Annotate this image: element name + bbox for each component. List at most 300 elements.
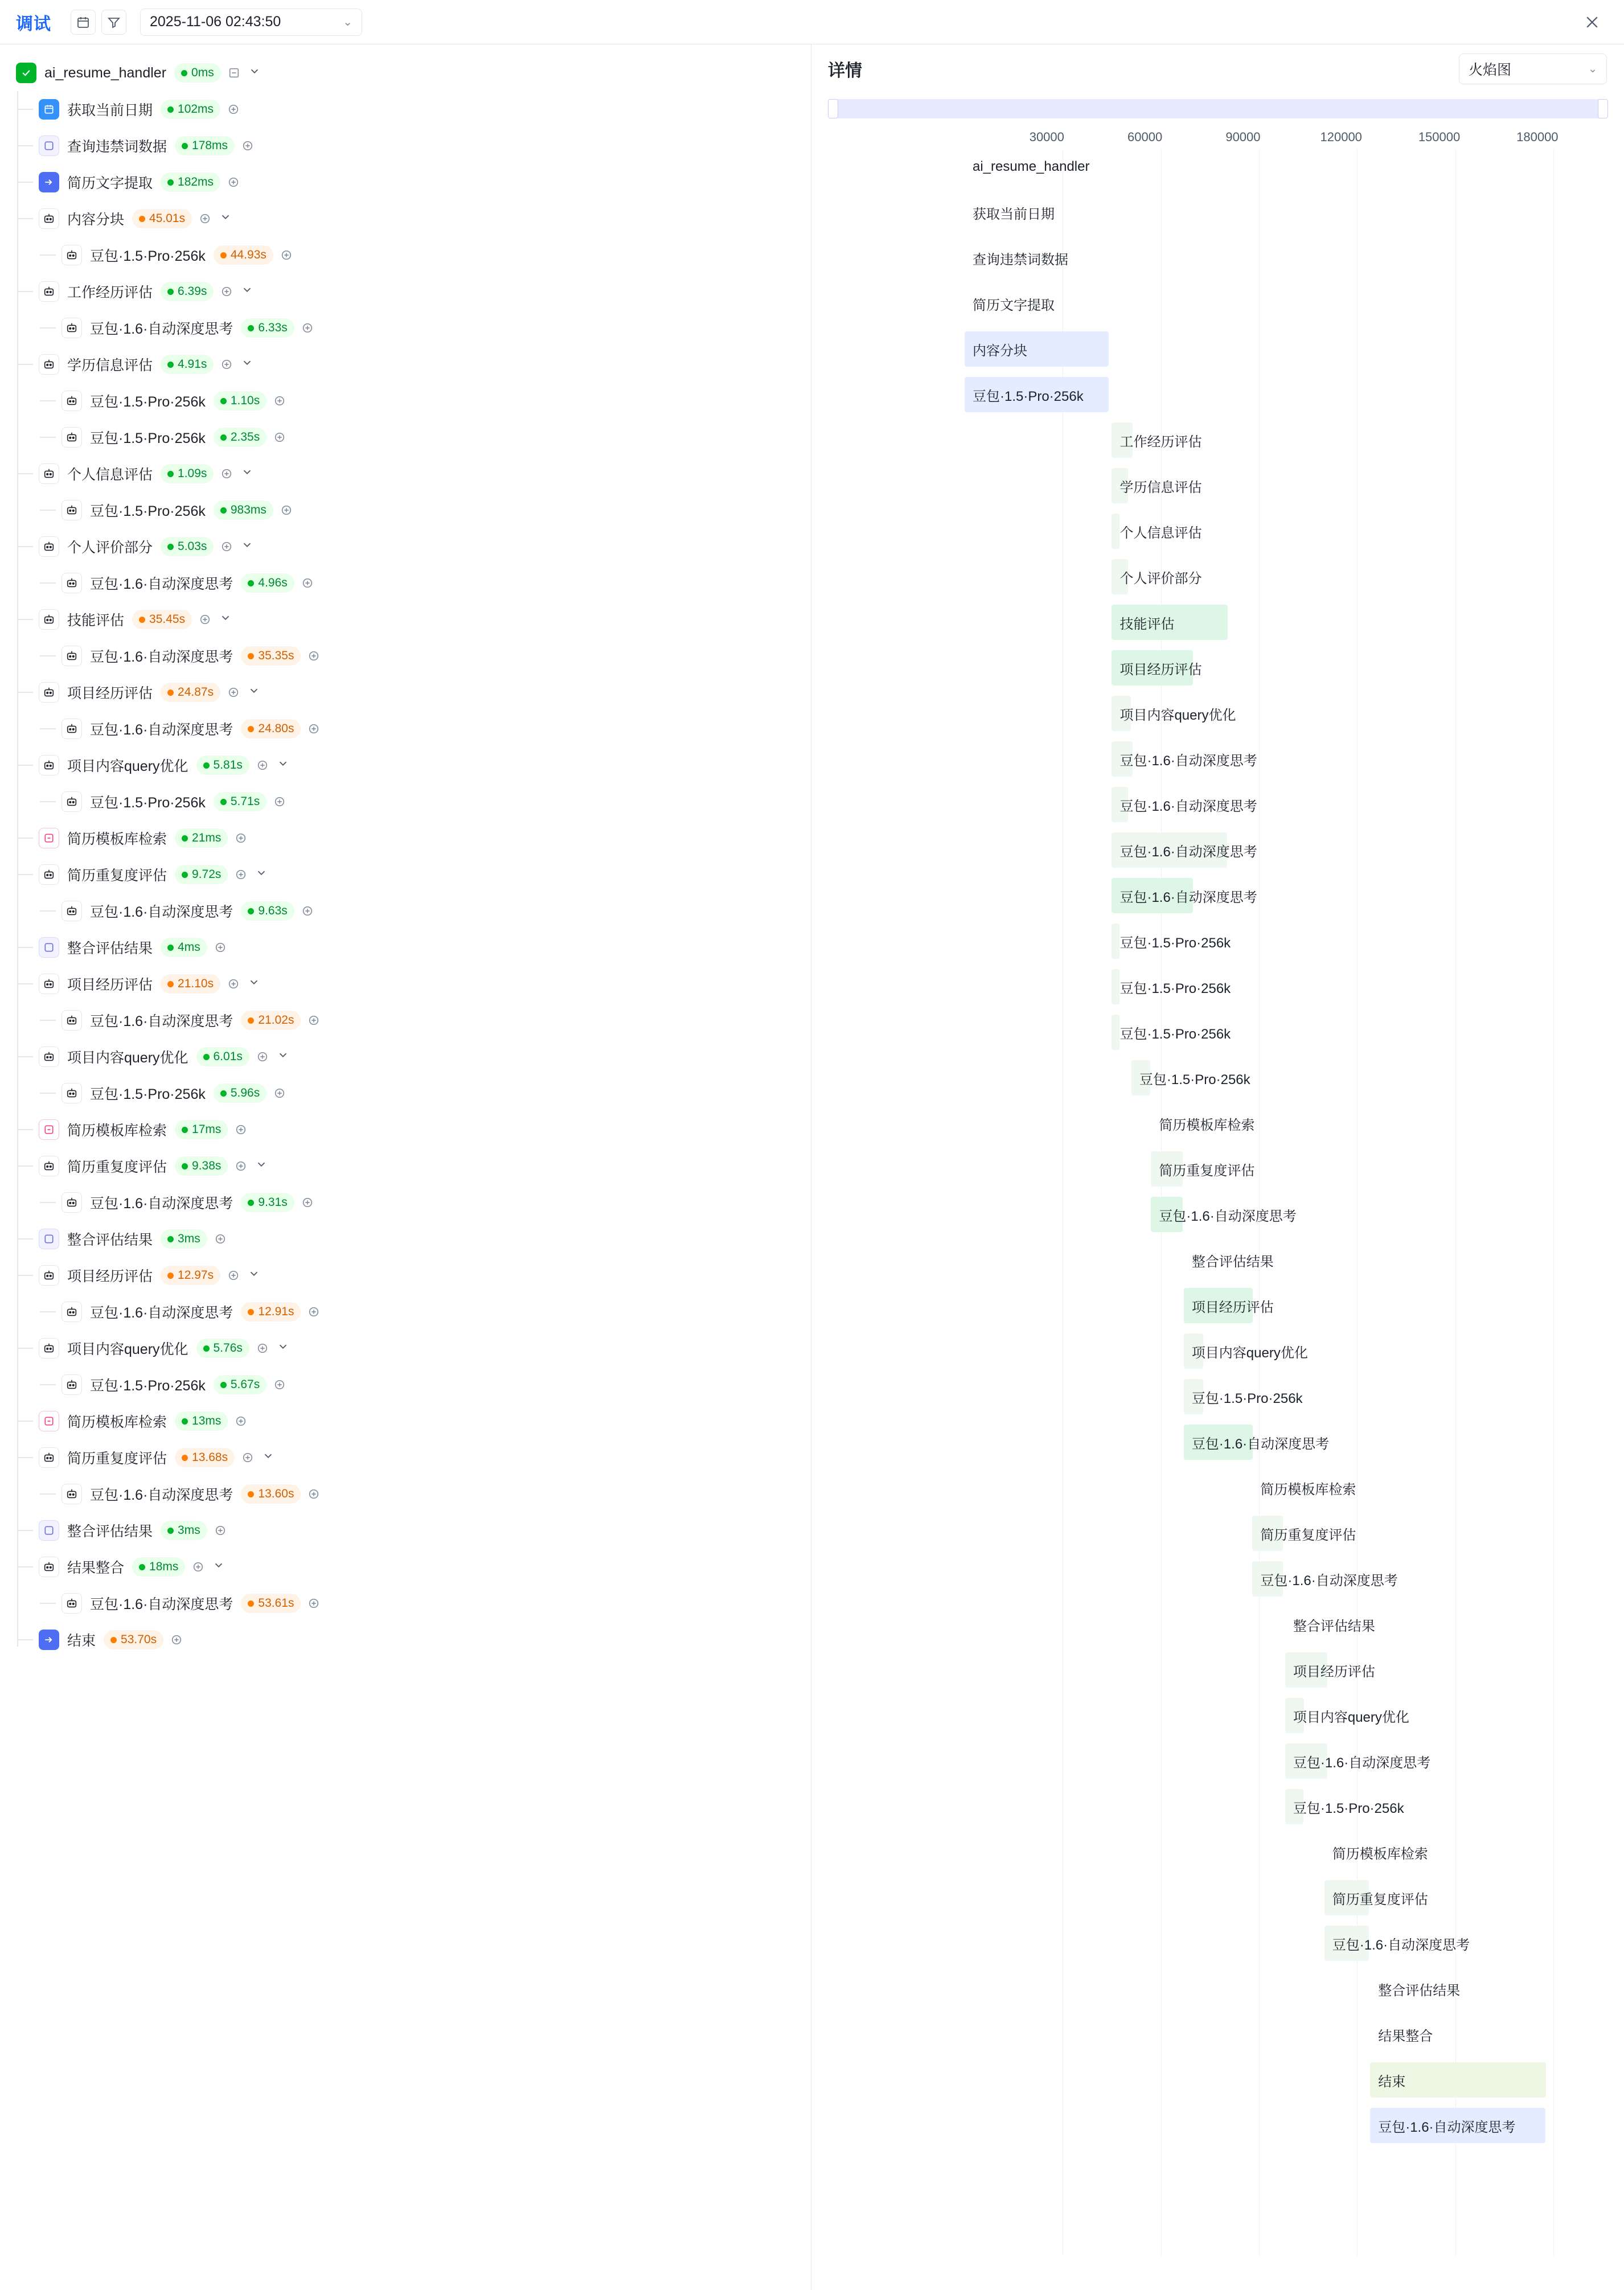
status-dot xyxy=(167,106,174,113)
span-tree-panel[interactable] xyxy=(0,44,811,2290)
flame-bar-label: 个人信息评估 xyxy=(1119,525,1202,541)
tree-node[interactable] xyxy=(0,893,811,929)
tree-node-label: 豆包·1.6·自动深度思考 xyxy=(90,1305,233,1321)
tree-node[interactable] xyxy=(0,747,811,783)
status-dot xyxy=(182,872,188,878)
duration-badge: 17ms xyxy=(175,1120,228,1139)
tree-node[interactable] xyxy=(0,310,811,346)
tree-guide xyxy=(40,910,56,912)
add-icon[interactable] xyxy=(280,249,293,261)
tree-node-label: 查询违禁词数据 xyxy=(67,139,167,155)
tree-guide xyxy=(17,1530,33,1531)
tree-node[interactable] xyxy=(0,601,811,638)
node-type-icon xyxy=(61,573,82,593)
tree-node-label: 项目经历评估 xyxy=(67,1269,153,1284)
flame-bar[interactable] xyxy=(1151,1151,1255,1187)
tree-node[interactable] xyxy=(0,1585,811,1622)
flame-bar-label: 简历文字提取 xyxy=(973,297,1055,313)
add-icon[interactable] xyxy=(227,1269,240,1282)
tree-node[interactable] xyxy=(0,1330,811,1366)
status-dot xyxy=(182,1455,188,1461)
flame-bar-label: 工作经历评估 xyxy=(1119,434,1202,450)
duration-badge: 1.09s xyxy=(161,464,214,483)
tree-node[interactable] xyxy=(0,346,811,383)
status-dot xyxy=(220,1382,227,1388)
add-icon[interactable] xyxy=(307,1488,320,1500)
flame-bar[interactable] xyxy=(965,377,1109,412)
duration-badge: 35.45s xyxy=(132,610,192,629)
tree-guide xyxy=(17,218,33,219)
tree-node-label: 豆包·1.6·自动深度思考 xyxy=(90,1487,233,1503)
duration-badge: 21.10s xyxy=(161,974,220,994)
flame-bar[interactable] xyxy=(1112,514,1202,549)
add-icon[interactable] xyxy=(235,1123,247,1136)
tree-node[interactable] xyxy=(0,528,811,565)
flame-bar-label: 个人评价部分 xyxy=(1119,571,1202,586)
chevron-down-icon[interactable] xyxy=(262,1450,274,1466)
add-icon[interactable] xyxy=(307,1597,320,1610)
add-icon[interactable] xyxy=(192,1561,204,1573)
add-icon[interactable] xyxy=(170,1634,183,1646)
tree-guide xyxy=(17,364,33,365)
flame-bar[interactable] xyxy=(1285,1789,1404,1824)
node-type-icon xyxy=(61,791,82,812)
add-icon[interactable] xyxy=(273,431,286,444)
flame-bar-label: 整合评估结果 xyxy=(1378,1983,1461,1998)
flame-bar[interactable] xyxy=(1184,1242,1274,1278)
duration-badge: 45.01s xyxy=(132,209,192,228)
node-type-icon xyxy=(39,354,59,375)
add-icon[interactable] xyxy=(307,1014,320,1027)
flame-bar[interactable] xyxy=(1184,1379,1303,1414)
duration-badge: 6.39s xyxy=(161,282,214,301)
close-icon[interactable] xyxy=(1580,10,1605,35)
tree-node-label: ai_resume_handler xyxy=(44,64,167,81)
tree-node[interactable] xyxy=(0,1002,811,1039)
flame-bar[interactable] xyxy=(1112,422,1202,458)
add-icon[interactable] xyxy=(199,212,211,225)
flame-bar[interactable] xyxy=(1285,1698,1409,1733)
tree-node[interactable] xyxy=(0,492,811,528)
chevron-down-icon[interactable] xyxy=(241,466,253,482)
add-icon[interactable] xyxy=(214,941,227,954)
flame-bar[interactable] xyxy=(1252,1516,1356,1551)
chevron-down-icon[interactable] xyxy=(219,612,232,627)
node-type-icon xyxy=(39,1338,59,1359)
tree-node[interactable] xyxy=(0,1148,811,1184)
flame-bar[interactable] xyxy=(1370,2108,1545,2143)
tree-node-label: 简历模板库检索 xyxy=(67,1414,167,1430)
node-type-icon xyxy=(61,719,82,739)
tree-node-label: 项目内容query优化 xyxy=(67,1050,188,1066)
duration-badge: 102ms xyxy=(161,100,220,119)
node-type-icon xyxy=(61,245,82,265)
duration-badge: 4.96s xyxy=(241,573,294,593)
node-type-icon xyxy=(39,99,59,120)
duration-badge: 4.91s xyxy=(161,355,214,374)
flame-bar[interactable] xyxy=(1324,1880,1428,1915)
tree-guide xyxy=(40,1493,56,1495)
add-icon[interactable] xyxy=(235,832,247,844)
flame-bar[interactable] xyxy=(1112,741,1257,777)
flame-bar[interactable] xyxy=(1112,832,1257,868)
chevron-down-icon[interactable] xyxy=(248,65,261,81)
duration-badge: 3ms xyxy=(161,1229,207,1249)
add-icon[interactable] xyxy=(241,1451,254,1464)
flame-bar[interactable] xyxy=(1370,1971,1461,2006)
node-type-icon xyxy=(39,1046,59,1067)
duration-badge: 5.76s xyxy=(196,1339,249,1358)
duration-badge: 13ms xyxy=(175,1411,228,1431)
status-dot xyxy=(220,1090,227,1097)
tree-guide xyxy=(40,1020,56,1021)
flame-bar[interactable] xyxy=(1112,696,1236,731)
tree-node[interactable] xyxy=(0,1622,811,1658)
tree-node[interactable] xyxy=(0,1549,811,1585)
flame-bar[interactable] xyxy=(965,149,1090,184)
node-type-icon xyxy=(39,937,59,958)
flame-bar[interactable] xyxy=(1324,1835,1428,1870)
tree-node[interactable] xyxy=(0,820,811,856)
add-icon[interactable] xyxy=(220,467,233,480)
flame-bar[interactable] xyxy=(1370,2062,1545,2098)
flame-bar[interactable] xyxy=(1112,605,1228,640)
tree-node[interactable] xyxy=(0,1257,811,1294)
tree-node-label: 技能评估 xyxy=(67,613,125,629)
tree-node-label: 豆包·1.6·自动深度思考 xyxy=(90,904,233,920)
add-icon[interactable] xyxy=(235,1415,247,1427)
add-icon[interactable] xyxy=(256,1050,269,1063)
tree-node-label: 工作经历评估 xyxy=(67,285,153,301)
flame-bar-label: ai_resume_handler xyxy=(973,159,1090,174)
duration-badge: 4ms xyxy=(161,938,207,957)
tree-guide xyxy=(17,1056,33,1057)
tree-node[interactable] xyxy=(0,200,811,237)
flame-bar[interactable] xyxy=(1112,924,1231,959)
status-dot xyxy=(182,1163,188,1169)
tree-node[interactable] xyxy=(0,1184,811,1221)
flame-bar[interactable] xyxy=(965,331,1109,367)
add-icon[interactable] xyxy=(273,795,286,808)
axis-tick: 30000 xyxy=(1029,130,1064,144)
tree-node[interactable] xyxy=(0,273,811,310)
add-icon[interactable] xyxy=(280,504,293,516)
duration-badge: 178ms xyxy=(175,136,235,155)
flame-bar[interactable] xyxy=(1285,1607,1375,1642)
flame-bar[interactable] xyxy=(1112,468,1202,503)
tree-node[interactable] xyxy=(0,1439,811,1476)
add-icon[interactable] xyxy=(256,759,269,771)
status-dot xyxy=(167,179,174,186)
tree-node[interactable] xyxy=(0,1075,811,1111)
node-type-icon xyxy=(39,1630,59,1650)
tree-node-label: 豆包·1.5·Pro·256k xyxy=(90,503,206,519)
add-icon[interactable] xyxy=(227,103,240,116)
node-type-icon xyxy=(39,172,59,192)
flame-bar[interactable] xyxy=(1252,1470,1356,1505)
status-dot xyxy=(220,252,227,258)
time-range-slider[interactable] xyxy=(828,99,1608,118)
time-range-slider-wrap[interactable] xyxy=(812,93,1624,118)
tree-guide xyxy=(17,1129,33,1130)
chevron-down-icon[interactable] xyxy=(255,1158,268,1174)
chevron-down-icon[interactable] xyxy=(241,539,253,555)
flame-bar-label: 简历重复度评估 xyxy=(1332,1891,1428,1907)
status-dot xyxy=(220,434,227,441)
chevron-down-icon[interactable] xyxy=(277,1049,289,1065)
tree-node[interactable] xyxy=(0,1512,811,1549)
tree-guide xyxy=(17,1238,33,1240)
node-type-icon xyxy=(61,1302,82,1322)
node-type-icon xyxy=(39,1265,59,1286)
flame-bar[interactable] xyxy=(1285,1743,1431,1779)
flame-bar-label: 结束 xyxy=(1378,2074,1406,2090)
grid-line xyxy=(1553,149,1554,2256)
duration-badge: 1.10s xyxy=(214,391,266,411)
grid-line xyxy=(1259,149,1260,2256)
add-icon[interactable] xyxy=(227,686,240,699)
tree-node[interactable] xyxy=(0,638,811,674)
flame-bar-label: 内容分块 xyxy=(973,343,1027,359)
status-dot xyxy=(248,580,254,586)
tree-node[interactable] xyxy=(0,419,811,455)
tree-node[interactable] xyxy=(0,966,811,1002)
flame-bar-label: 豆包·1.6·自动深度思考 xyxy=(1119,889,1257,905)
tree-node[interactable] xyxy=(0,164,811,200)
add-icon[interactable] xyxy=(241,139,254,152)
flame-bar[interactable] xyxy=(1112,1015,1231,1050)
duration-badge: 3ms xyxy=(161,1521,207,1540)
node-type-icon xyxy=(39,1229,59,1249)
tree-guide xyxy=(17,546,33,547)
chevron-down-icon[interactable] xyxy=(212,1559,225,1575)
chevron-down-icon[interactable] xyxy=(255,867,268,883)
duration-badge: 2.35s xyxy=(214,428,266,447)
chevron-down-icon[interactable] xyxy=(241,356,253,372)
tree-node[interactable] xyxy=(0,711,811,747)
duration-badge: 18ms xyxy=(132,1557,185,1577)
tree-node[interactable] xyxy=(0,237,811,273)
filter-icon[interactable] xyxy=(101,10,126,35)
status-dot xyxy=(167,471,174,477)
tree-node[interactable] xyxy=(0,91,811,128)
tree-node[interactable] xyxy=(0,1403,811,1439)
flame-bar[interactable] xyxy=(965,195,1055,230)
flame-bar-label: 项目内容query优化 xyxy=(1293,1709,1409,1725)
flame-bar-label: 豆包·1.5·Pro·256k xyxy=(1119,1026,1231,1042)
status-dot xyxy=(248,1309,254,1315)
tree-guide xyxy=(40,327,56,329)
duration-badge: 9.63s xyxy=(241,901,294,921)
chevron-down-icon[interactable] xyxy=(248,684,260,700)
node-type-icon xyxy=(61,1374,82,1395)
tree-guide xyxy=(40,1603,56,1604)
tree-node[interactable] xyxy=(0,1476,811,1512)
duration-badge: 35.35s xyxy=(241,646,301,666)
tree-node[interactable] xyxy=(0,929,811,966)
node-type-icon xyxy=(39,755,59,775)
add-icon[interactable] xyxy=(307,723,320,735)
status-dot xyxy=(248,908,254,914)
add-icon[interactable] xyxy=(273,1087,286,1099)
add-icon[interactable] xyxy=(235,1160,247,1172)
tree-node[interactable] xyxy=(0,565,811,601)
add-icon[interactable] xyxy=(307,650,320,662)
duration-badge: 53.61s xyxy=(241,1594,301,1613)
add-icon[interactable] xyxy=(301,1196,314,1209)
tree-node-label: 结束 xyxy=(67,1633,96,1649)
status-dot xyxy=(167,981,174,987)
chevron-down-icon[interactable] xyxy=(219,211,232,227)
tree-node-label: 豆包·1.5·Pro·256k xyxy=(90,1086,206,1102)
duration-badge: 13.68s xyxy=(175,1448,235,1467)
add-icon[interactable] xyxy=(220,285,233,298)
add-icon[interactable] xyxy=(214,1524,227,1537)
axis-tick: 150000 xyxy=(1418,130,1461,144)
tree-node-label: 整合评估结果 xyxy=(67,1524,153,1540)
tree-guide xyxy=(17,874,33,875)
chevron-down-icon[interactable] xyxy=(241,284,253,299)
add-icon[interactable] xyxy=(235,868,247,881)
add-icon[interactable] xyxy=(307,1306,320,1318)
flame-bar[interactable] xyxy=(1112,650,1202,686)
flame-bar-label: 查询违禁词数据 xyxy=(973,252,1068,268)
tree-node-label: 豆包·1.6·自动深度思考 xyxy=(90,1597,233,1612)
tree-guide xyxy=(40,801,56,802)
node-type-icon xyxy=(39,1411,59,1431)
add-icon[interactable] xyxy=(273,1378,286,1391)
add-icon[interactable] xyxy=(214,1233,227,1245)
tree-node-label: 项目经历评估 xyxy=(67,977,153,993)
tree-node[interactable] xyxy=(0,128,811,164)
slider-handle-right[interactable] xyxy=(1598,99,1608,118)
flame-bar-label: 技能评估 xyxy=(1119,616,1175,632)
flame-bar[interactable] xyxy=(1370,2017,1433,2052)
status-dot xyxy=(139,1564,145,1570)
flame-bar[interactable] xyxy=(965,240,1068,276)
node-type-icon xyxy=(61,318,82,338)
add-icon[interactable] xyxy=(301,905,314,917)
flame-bar[interactable] xyxy=(1252,1561,1398,1597)
tree-node[interactable] xyxy=(0,1039,811,1075)
datetime-picker[interactable] xyxy=(140,9,362,36)
chevron-down-icon[interactable] xyxy=(277,1340,289,1356)
box-icon[interactable] xyxy=(228,67,240,79)
tree-node[interactable] xyxy=(0,1221,811,1257)
flame-bar-label: 豆包·1.6·自动深度思考 xyxy=(1119,844,1257,860)
flame-bar[interactable] xyxy=(1131,1060,1250,1095)
tree-node[interactable] xyxy=(0,1366,811,1403)
tree-node[interactable] xyxy=(0,783,811,820)
flame-bar[interactable] xyxy=(1184,1425,1330,1460)
flame-bar-label: 豆包·1.5·Pro·256k xyxy=(1293,1800,1404,1816)
status-dot xyxy=(182,143,188,149)
tree-guide xyxy=(17,1348,33,1349)
status-dot xyxy=(167,1528,174,1534)
flame-bar-label: 豆包·1.5·Pro·256k xyxy=(1139,1072,1250,1087)
tree-node-root[interactable] xyxy=(0,55,811,91)
tree-node-label: 项目经历评估 xyxy=(67,686,153,701)
status-dot xyxy=(248,1491,254,1497)
flame-bar-label: 获取当前日期 xyxy=(973,206,1055,222)
flame-bar-label: 项目经历评估 xyxy=(1119,662,1202,678)
flame-bar[interactable] xyxy=(1184,1333,1308,1369)
tree-node-label: 豆包·1.6·自动深度思考 xyxy=(90,649,233,665)
flame-bar[interactable] xyxy=(1151,1106,1255,1141)
tree-node-label: 个人评价部分 xyxy=(67,540,153,556)
status-dot xyxy=(167,289,174,295)
status-dot xyxy=(220,507,227,514)
tree-guide xyxy=(17,291,33,292)
tree-guide xyxy=(17,765,33,766)
node-type-icon xyxy=(39,1447,59,1468)
tree-node[interactable] xyxy=(0,1111,811,1148)
add-icon[interactable] xyxy=(227,176,240,188)
flame-bar[interactable] xyxy=(1112,969,1231,1004)
node-type-icon xyxy=(39,208,59,229)
flame-bar-label: 豆包·1.6·自动深度思考 xyxy=(1260,1573,1398,1589)
flame-bar[interactable] xyxy=(1112,559,1202,594)
flame-bar-label: 豆包·1.6·自动深度思考 xyxy=(1332,1937,1470,1953)
flame-chart[interactable] xyxy=(828,149,1608,2256)
flame-bar[interactable] xyxy=(965,286,1055,321)
tree-node[interactable] xyxy=(0,1294,811,1330)
tree-node[interactable] xyxy=(0,674,811,711)
add-icon[interactable] xyxy=(227,978,240,990)
flame-bar-label: 简历重复度评估 xyxy=(1260,1527,1356,1543)
add-icon[interactable] xyxy=(256,1342,269,1355)
flame-bar[interactable] xyxy=(1285,1652,1375,1688)
add-icon[interactable] xyxy=(301,577,314,589)
add-icon[interactable] xyxy=(273,395,286,407)
node-type-icon xyxy=(61,391,82,411)
view-mode-select[interactable] xyxy=(1459,54,1607,84)
tree-node-label: 简历重复度评估 xyxy=(67,868,167,884)
tree-node-label: 豆包·1.6·自动深度思考 xyxy=(90,321,233,337)
duration-badge: 6.33s xyxy=(241,318,294,338)
tree-node[interactable] xyxy=(0,383,811,419)
flame-bar[interactable] xyxy=(1112,787,1257,822)
node-type-icon xyxy=(61,1010,82,1031)
flame-bar[interactable] xyxy=(1184,1288,1274,1323)
flame-bar[interactable] xyxy=(1151,1197,1297,1232)
flame-bar-label: 整合评估结果 xyxy=(1191,1254,1274,1270)
chevron-down-icon[interactable] xyxy=(248,1267,260,1283)
tree-guide xyxy=(17,1566,33,1567)
flame-bar[interactable] xyxy=(1324,1926,1470,1961)
add-icon[interactable] xyxy=(301,322,314,334)
chevron-down-icon[interactable] xyxy=(277,757,289,773)
flame-bar-label: 豆包·1.5·Pro·256k xyxy=(973,388,1084,404)
tree-node-label: 简历重复度评估 xyxy=(67,1451,167,1467)
status-dot xyxy=(167,362,174,368)
duration-badge: 13.60s xyxy=(241,1484,301,1504)
flame-bar[interactable] xyxy=(1112,878,1257,913)
add-icon[interactable] xyxy=(220,540,233,553)
slider-handle-left[interactable] xyxy=(828,99,838,118)
tree-node[interactable] xyxy=(0,856,811,893)
tree-node[interactable] xyxy=(0,455,811,492)
duration-badge: 5.81s xyxy=(196,756,249,775)
tab-debug[interactable]: 调试 xyxy=(16,14,51,34)
calendar-icon[interactable] xyxy=(71,10,96,35)
add-icon[interactable] xyxy=(199,613,211,626)
axis-tick: 60000 xyxy=(1127,130,1163,144)
chevron-down-icon[interactable] xyxy=(248,976,260,992)
add-icon[interactable] xyxy=(220,358,233,371)
tree-guide xyxy=(17,145,33,146)
tree-guide xyxy=(17,619,33,620)
